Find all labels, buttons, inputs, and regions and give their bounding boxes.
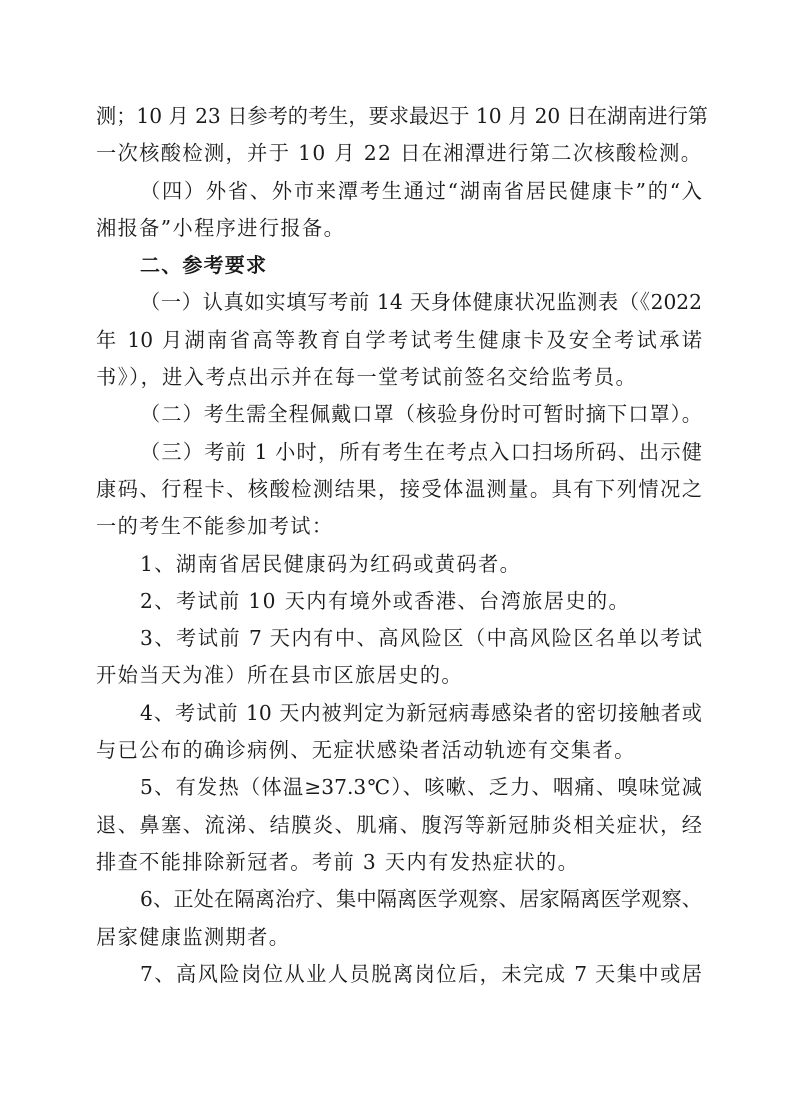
section-heading: 二、参考要求 [140,253,268,278]
paragraph-item-4: （四）外省、外市来潭考生通过“湖南省居民健康卡”的“入 [140,178,702,203]
text-line: 排查不能排除新冠者。考前 3 天内有发热症状的。 [96,849,580,874]
text-line: 居家健康监测期者。 [96,924,291,949]
text-line: 与已公布的确诊病例、无症状感染者活动轨迹有交集者。 [96,738,636,763]
text-line: 湘报备”小程序进行报备。 [96,215,346,240]
list-item-1: 1、湖南省居民健康码为红码或黄码者。 [140,551,522,576]
text-line: 一的考生不能参加考试： [96,514,334,539]
list-item-5: 5、有发热（体温≥37.3℃）、咳嗽、乏力、咽痛、嗅味觉减 [140,775,702,800]
text-line: 康码、行程卡、核酸检测结果，接受体温测量。具有下列情况之 [96,476,702,501]
paragraph-item-2: （二）考生需全程佩戴口罩（核验身份时可暂时摘下口罩）。 [140,402,702,427]
list-item-2: 2、考试前 10 天内有境外或香港、台湾旅居史的。 [140,588,631,613]
text-line: 书》），进入考点出示并在每一堂考试前签名交给监考员。 [96,365,638,390]
paragraph-item-3: （三）考前 1 小时，所有考生在考点入口扫场所码、出示健 [140,439,702,464]
text-line: 退、鼻塞、流涕、结膜炎、肌痛、腹泻等新冠肺炎相关症状，经 [96,812,702,837]
list-item-7: 7、高风险岗位从业人员脱离岗位后，未完成 7 天集中或居 [140,961,702,986]
list-item-3: 3、考试前 7 天内有中、高风险区（中高风险区名单以考试 [140,626,702,651]
text-line: 测；10 月 23 日参考的考生，要求最迟于 10 月 20 日在湖南进行第 [96,104,708,128]
list-item-4: 4、考试前 10 天内被判定为新冠病毒感染者的密切接触者或 [140,700,702,725]
list-item-6: 6、正处在隔离治疗、集中隔离医学观察、居家隔离医学观察、 [140,887,702,912]
text-line: 年 10 月湖南省高等教育自学考试考生健康卡及安全考试承诺 [96,327,702,352]
text-line: 开始当天为准）所在县市区旅居史的。 [96,663,463,688]
text-line: 一次核酸检测，并于 10 月 22 日在湘潭进行第二次核酸检测。 [96,141,703,166]
document-page [96,98,708,993]
paragraph-item-1: （一）认真如实填写考前 14 天身体健康状况监测表（《2022 [140,290,702,315]
